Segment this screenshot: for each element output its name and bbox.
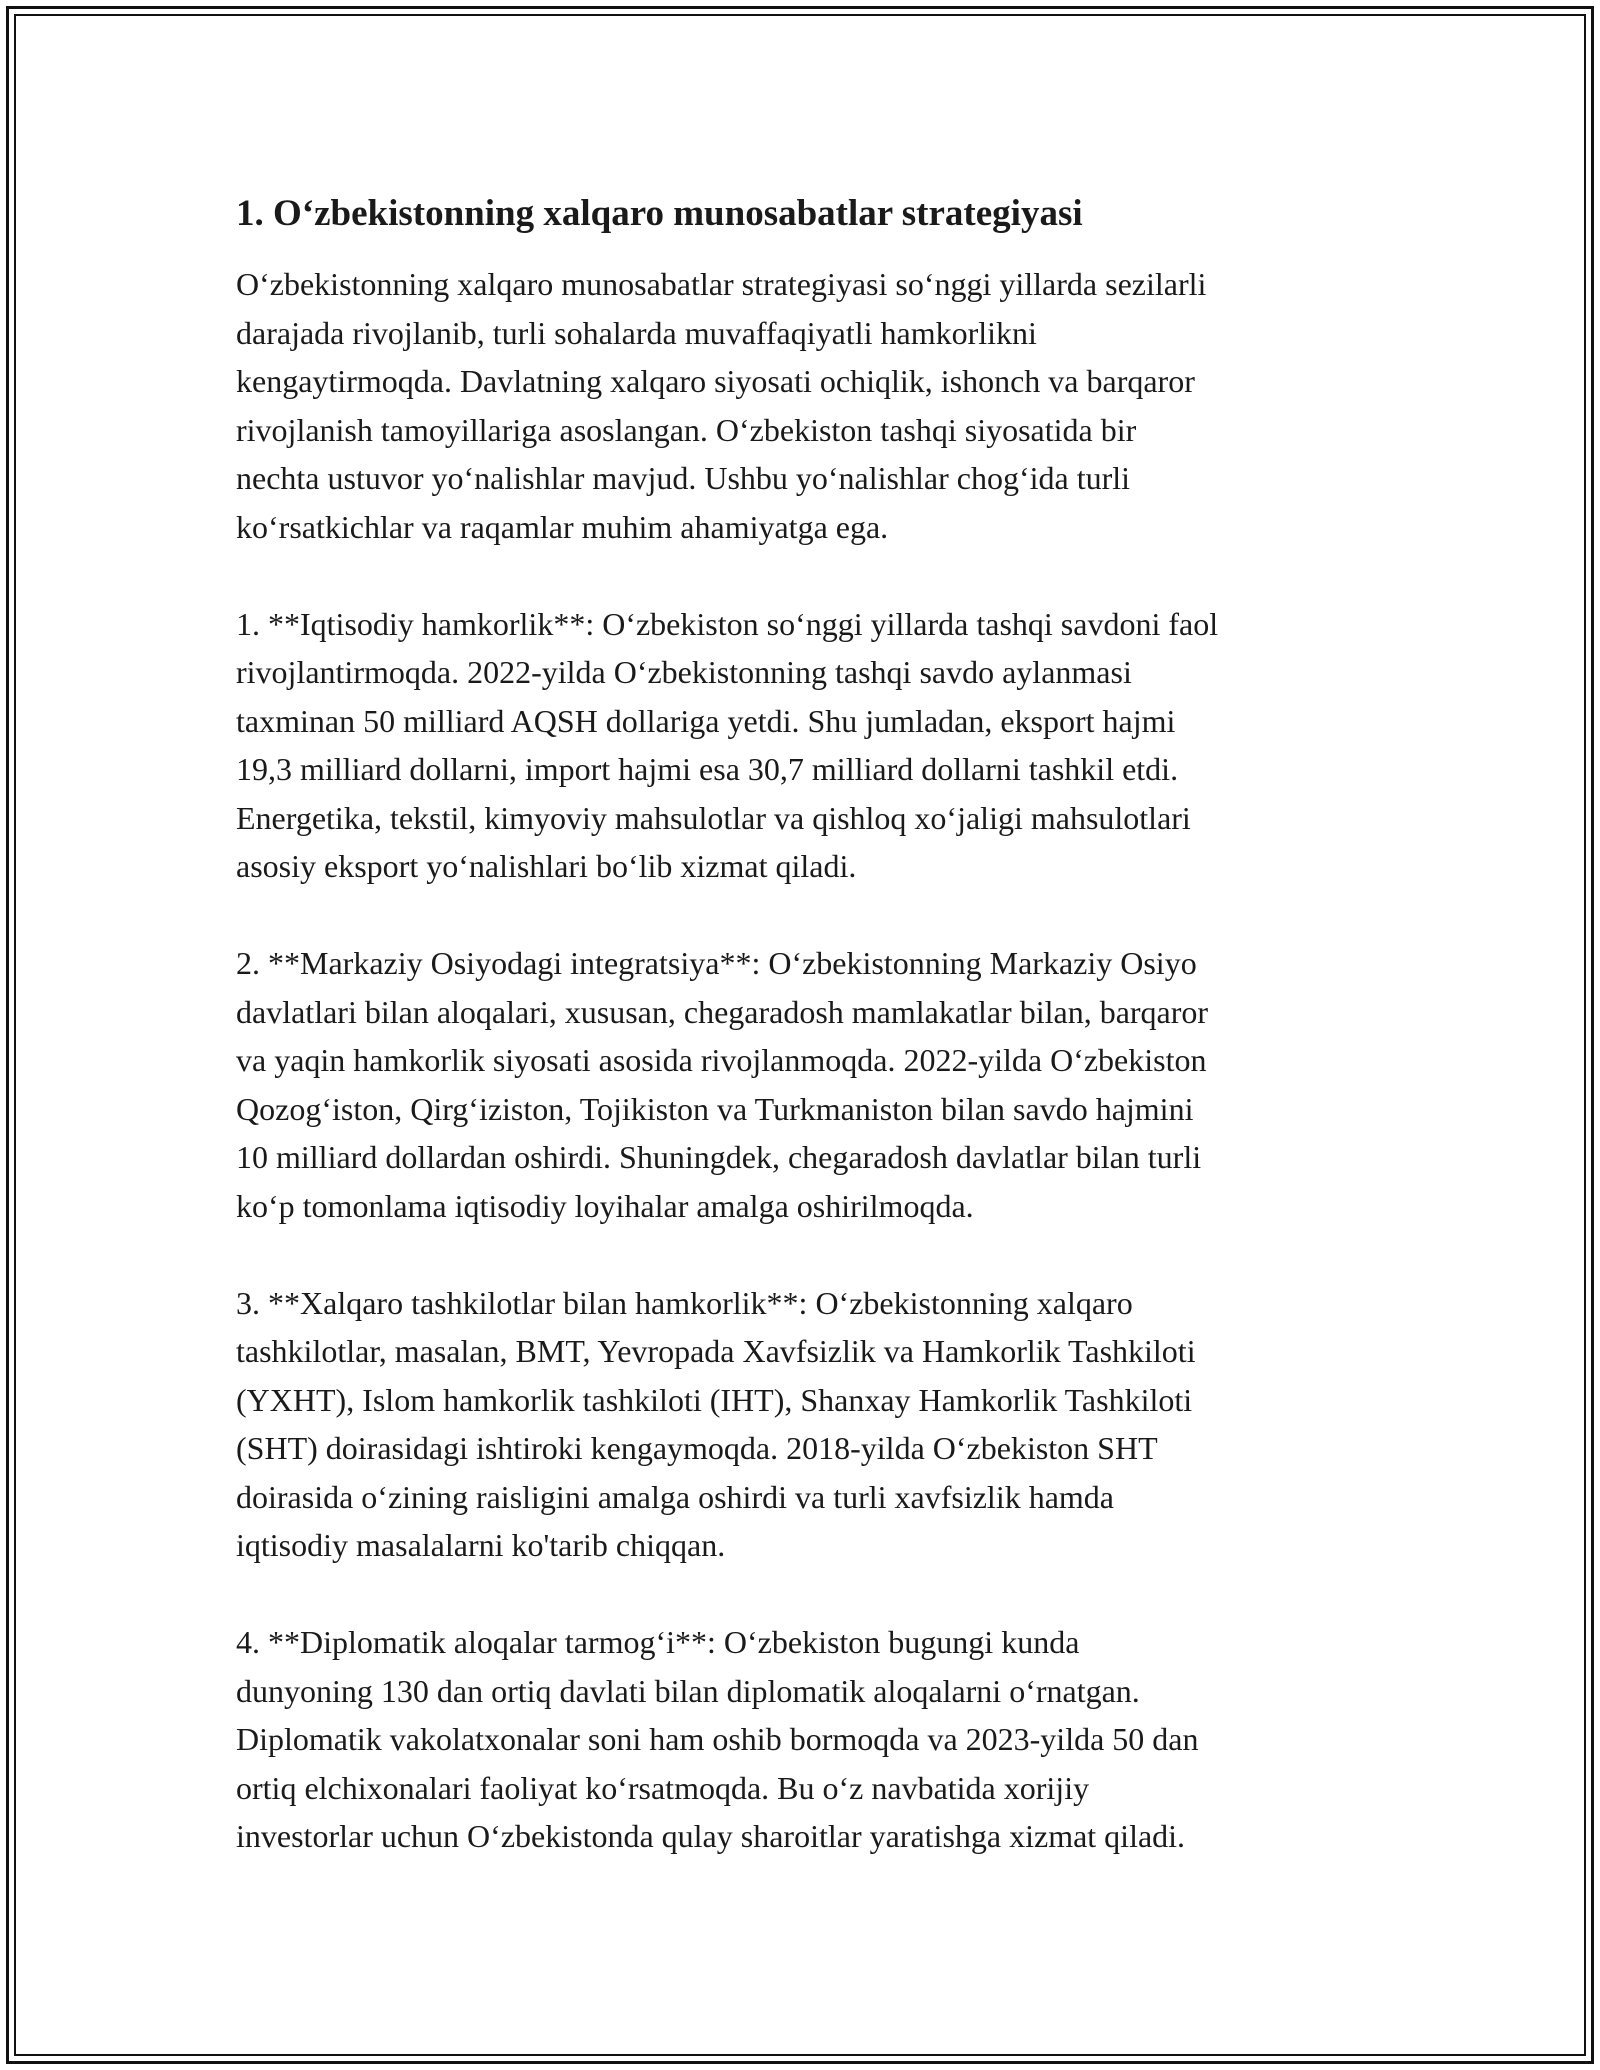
- paragraph-international-organizations: 3. **Xalqaro tashkilotlar bilan hamkorlik**: O‘zbekistonning xalqaro tashkilotlar, masalan, BMT, Yevropada Xavfsizlik va Hamkorlik Tashkiloti (YXHT), Islom hamkorlik tashkiloti (IHT), Shanxay Hamkorlik Tashkiloti (SHT) doirasidagi ishtiroki kengaymoqda. 2018-yilda O‘zbekiston SHT doirasida o‘zining raisligini amalga oshirdi va turli xavfsizlik hamda iqtisodiy masalalarni ko'tarib chiqqan.: [236, 1284, 1196, 1563]
- paragraph-diplomatic-network: 4. **Diplomatik aloqalar tarmog‘i**: O‘zbekiston bugungi kunda dunyoning 130 dan ortiq davlati bilan diplomatik aloqalarni o‘rnatgan. Diplomatik vakolatxonalar soni ham oshib bormoqda va 2023-yilda 50 dan ortiq elchixonalari faoliyat ko‘rsatmoqda. Bu o‘z navbatida xorijiy investorlar uchun O‘zbekistonda qulay sharoitlar yaratishga xizmat qiladi.: [236, 1624, 1199, 1854]
- paragraph-economic-cooperation: 1. **Iqtisodiy hamkorlik**: O‘zbekiston so‘nggi yillarda tashqi savdoni faol rivojlantirmoqda. 2022-yilda O‘zbekistonning tashqi savdo aylanmasi taxminan 50 milliard AQSH dollariga yetdi. Shu jumladan, eksport hajmi 19,3 milliard dollarni, import hajmi esa 30,7 milliard dollarni tashkil etdi. Energetika, tekstil, kimyoviy mahsulotlar va qishloq xo‘jaligi mahsulotlari asosiy eksport yo‘nalishlari bo‘lib xizmat qiladi.: [236, 605, 1219, 884]
- intro-paragraph: O‘zbekistonning xalqaro munosabatlar strategiyasi so‘nggi yillarda sezilarli darajada rivojlanib, turli sohalarda muvaffaqiyatli hamkorlikni kengaytirmoqda. Davlatning xalqaro siyosati ochiqlik, ishonch va barqaror rivojlanish tamoyillariga asoslangan. O‘zbekiston tashqi siyosatida bir nechta ustuvor yo‘nalishlar mavjud. Ushbu yo‘nalishlar chog‘ida turli ko‘rsatkichlar va raqamlar muhim ahamiyatga ega.: [236, 266, 1207, 545]
- document-page: [236, 188, 1376, 1909]
- paragraph-central-asia-integration: 2. **Markaziy Osiyodagi integratsiya**: O‘zbekistonning Markaziy Osiyo davlatlari bilan aloqalari, xususan, chegaradosh mamlakatlar bilan, barqaror va yaqin hamkorlik siyosati asosida rivojlanmoqda. 2022-yilda O‘zbekiston Qozog‘iston, Qirg‘iziston, Tojikiston va Turkmaniston bilan savdo hajmini 10 milliard dollardan oshirdi. Shuningdek, chegaradosh davlatlar bilan turli ko‘p tomonlama iqtisodiy loyihalar amalga oshirilmoqda.: [236, 945, 1209, 1224]
- document-title: 1. O‘zbekistonning xalqaro munosabatlar strategiyasi: [236, 193, 1083, 234]
